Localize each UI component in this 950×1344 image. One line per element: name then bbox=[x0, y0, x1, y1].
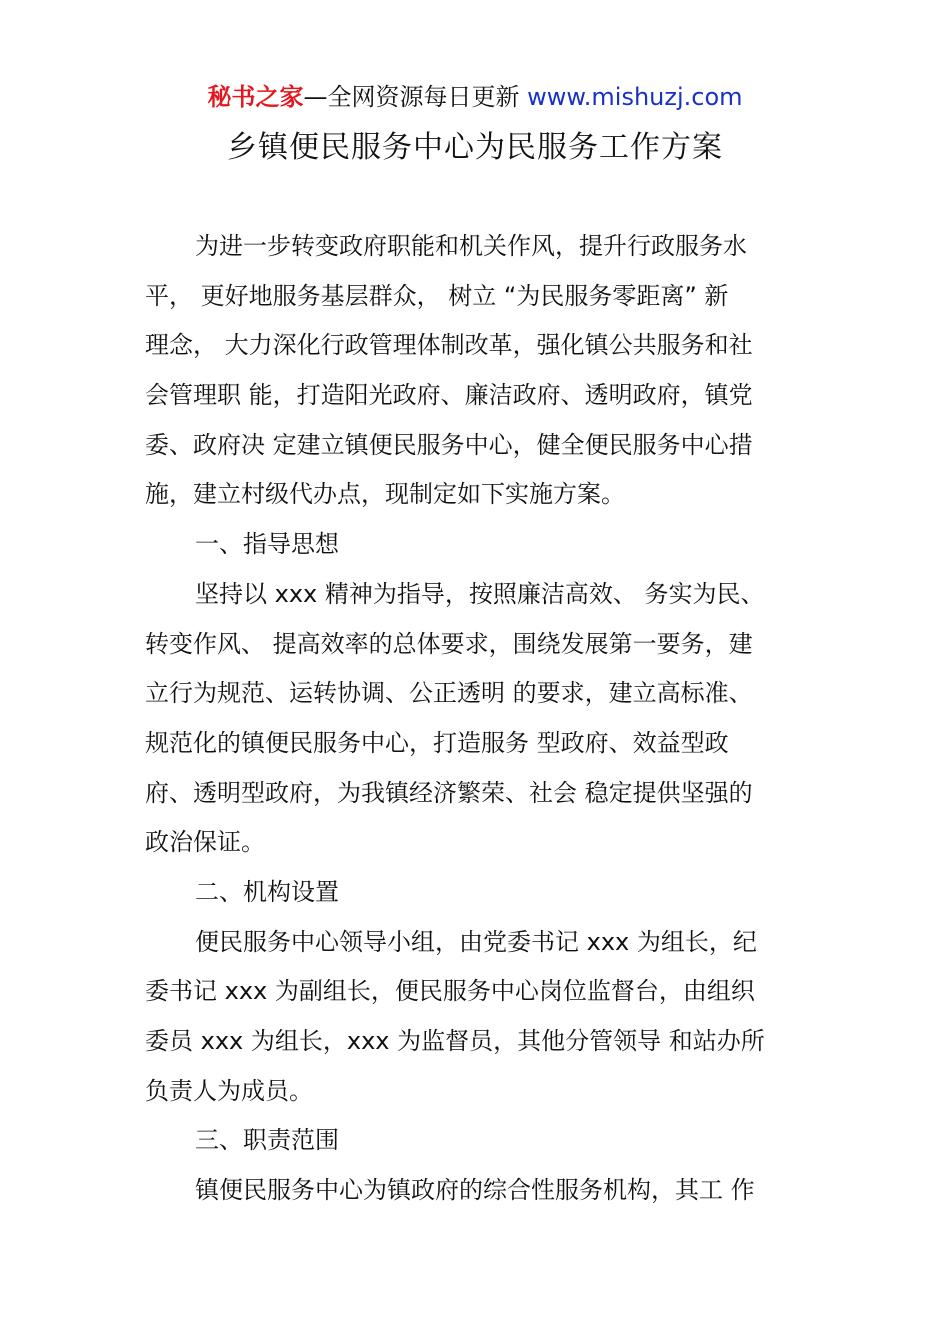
section-heading: 三、职责范围 bbox=[195, 1126, 339, 1155]
paragraph-line: 委书记 xxx 为副组长，便民服务中心岗位监督台，由组织 bbox=[145, 977, 755, 1006]
paragraph-line: 为进一步转变政府职能和机关作风，提升行政服务水 bbox=[195, 232, 747, 260]
site-banner bbox=[0, 80, 950, 114]
paragraph-line: 政治保证。 bbox=[145, 828, 265, 857]
paragraph-line: 施，建立村级代办点，现制定如下实施方案。 bbox=[145, 480, 625, 509]
paragraph-line: 会管理职 能，打造阳光政府、廉洁政府、透明政府，镇党 bbox=[145, 381, 753, 410]
paragraph-line: 平， 更好地服务基层群众， 树立 “为民服务零距离” 新 bbox=[145, 281, 729, 310]
document-title: 乡镇便民服务中心为民服务工作方案 bbox=[227, 130, 723, 165]
paragraph-line: 负责人为成员。 bbox=[145, 1076, 313, 1105]
document-body bbox=[145, 222, 805, 1216]
banner-tagline: —全网资源每日更新 bbox=[303, 83, 520, 111]
paragraph-line: 镇便民服务中心为镇政府的综合性服务机构，其工 作 bbox=[195, 1176, 755, 1205]
paragraph-line: 理念， 大力深化行政管理体制改革，强化镇公共服务和社 bbox=[145, 331, 753, 360]
paragraph-line: 规范化的镇便民服务中心，打造服务 型政府、效益型政 bbox=[145, 728, 729, 757]
paragraph-line: 委、政府决 定建立镇便民服务中心，健全便民服务中心措 bbox=[145, 430, 753, 459]
paragraph-line: 坚持以 xxx 精神为指导，按照廉洁高效、 务实为民、 bbox=[195, 579, 765, 608]
section-heading: 一、指导思想 bbox=[195, 530, 339, 559]
paragraph-line: 委员 xxx 为组长，xxx 为监督员，其他分管领导 和站办所 bbox=[145, 1027, 765, 1055]
paragraph-line: 转变作风、 提高效率的总体要求，围绕发展第一要务，建 bbox=[145, 629, 753, 658]
paragraph-line: 便民服务中心领导小组，由党委书记 xxx 为组长，纪 bbox=[195, 927, 757, 956]
site-url[interactable]: www.mishuzj.com bbox=[527, 83, 743, 111]
paragraph-line: 府、透明型政府，为我镇经济繁荣、社会 稳定提供坚强的 bbox=[145, 778, 753, 807]
section-heading: 二、机构设置 bbox=[195, 877, 339, 906]
paragraph-line: 立行为规范、运转协调、公正透明 的要求，建立高标准、 bbox=[145, 679, 753, 708]
brand-name: 秘书之家 bbox=[207, 83, 304, 111]
